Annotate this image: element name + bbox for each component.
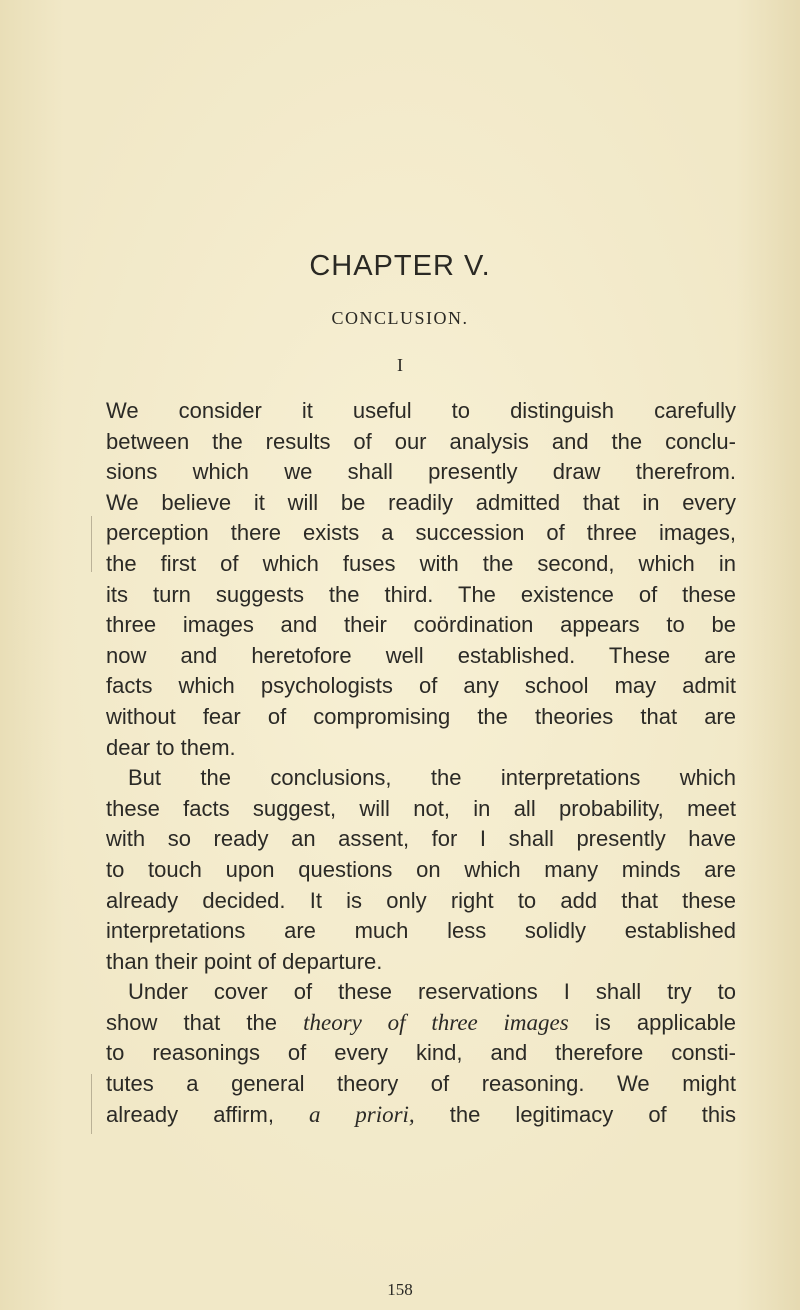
text-line-4: We believe it will be readily admitted that in every (106, 489, 736, 515)
text-line-24 (106, 1100, 736, 1131)
margin-mark (91, 516, 92, 572)
text-line-1 (106, 396, 736, 427)
text-line-19: than their point of departure. (106, 948, 383, 974)
first-word: We (106, 398, 139, 423)
text-line-21 (106, 1008, 736, 1039)
first-line-rest: consider it useful to distinguish carefully (138, 398, 736, 423)
text-line-10: facts which psychologists of any school may admit (106, 673, 736, 699)
line-21-start: show that the (106, 1009, 304, 1035)
text-line-6: the first of which fuses with the second, which in (106, 550, 736, 576)
text-line-11: without fear of compromising the theories that are (106, 703, 736, 729)
text-line-8: three images and their coördination appears to be (106, 612, 736, 638)
text-line-7: its turn suggests the third. The existence of these (106, 581, 736, 607)
text-line-13: But the conclusions, the interpretations which (128, 765, 736, 791)
text-line-15: with so ready an assent, for I shall presently have (106, 826, 736, 852)
line-21-end: is applicable (568, 1009, 736, 1035)
chapter-title: CHAPTER V. (309, 250, 491, 282)
text-line-16: to touch upon questions on which many minds are (106, 856, 736, 882)
text-line-18: interpretations are much less solidly established (106, 918, 736, 944)
text-line-23: tutes a general theory of reasoning. We might (106, 1071, 736, 1097)
line-24-end: the legitimacy of this (414, 1101, 736, 1127)
body-text (106, 396, 736, 1130)
italic-phrase-a-priori: a priori, (309, 1101, 415, 1127)
section-title: CONCLUSION. (331, 308, 469, 328)
text-line-22: to reasonings of every kind, and therefore consti- (106, 1040, 736, 1066)
page-number: 158 (387, 1280, 413, 1299)
text-line-17: already decided. It is only right to add that these (106, 887, 736, 913)
text-line-12: dear to them. (106, 734, 236, 760)
text-line-14: these facts suggest, will not, in all probability, meet (106, 795, 736, 821)
text-line-5: perception there exists a succession of three images, (106, 520, 736, 546)
italic-phrase-theory: theory of three images (303, 1009, 569, 1035)
text-line-9: now and heretofore well established. These are (106, 642, 736, 668)
text-line-20: Under cover of these reservations I shall try to (128, 979, 736, 1005)
margin-mark (91, 1074, 92, 1134)
line-24-start: already affirm, (106, 1101, 310, 1127)
section-number: I (397, 355, 403, 375)
text-line-3: sions which we shall presently draw therefrom. (106, 459, 736, 485)
text-line-2: between the results of our analysis and the conclu- (106, 428, 736, 454)
